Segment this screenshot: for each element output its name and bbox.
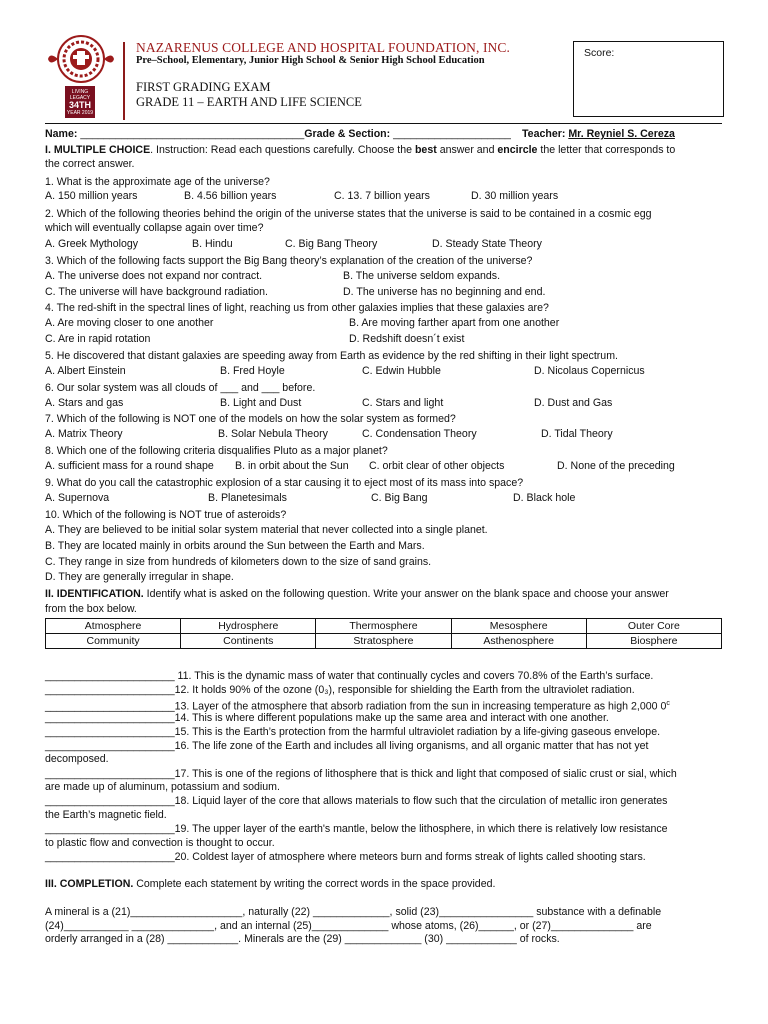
header-divider [123,42,125,120]
completion-line-2[interactable]: (24)___________ ______________, and an internal (25)_____________ whose atoms, (26)______, or (27)______________ are [45,920,652,932]
q10-option-a[interactable]: A. They are believed to be initial solar system material that never collected into a single planet. [45,524,488,536]
q4-option-a[interactable]: A. Are moving closer to one another [45,317,214,329]
q3-option-a[interactable]: A. The universe does not expand nor contract. [45,270,263,282]
q1-option-d[interactable]: D. 30 million years [471,190,559,202]
teacher-label: Teacher: [522,128,569,140]
completion-line-3[interactable]: orderly arranged in a (28) ____________. Minerals are the (29) _____________ (30) ____________ of rocks. [45,933,560,945]
box-cell: Thermosphere [316,619,451,634]
school-levels: Pre–School, Elementary, Junior High School & Senior High School Education [136,55,485,66]
part2-instruction-cont: from the box below. [45,603,137,615]
item-13-sup: c [666,700,670,707]
question-4: 4. The red-shift in the spectral lines of light, reaching us from other galaxies implies that these galaxies are? [45,302,549,314]
instr-best: best [414,144,437,156]
instr-text-c: the letter that corresponds to [537,144,676,156]
question-3: 3. Which of the following facts support the Big Bang theory’s explanation of the creation of the universe? [45,255,533,267]
exam-title: FIRST GRADING EXAM [136,80,271,94]
q7-option-b[interactable]: B. Solar Nebula Theory [218,428,328,440]
question-2-cont: which will eventually collapse again over time? [45,222,264,234]
part2-instr-text: Identify what is asked on the following question. Write your answer on the blank space and choose your answer [143,588,669,600]
school-name: NAZARENUS COLLEGE AND HOSPITAL FOUNDATION, INC. [136,40,510,55]
q1-option-a[interactable]: A. 150 million years [45,190,138,202]
exam-subject: GRADE 11 – EARTH AND LIFE SCIENCE [136,95,362,109]
q10-option-b[interactable]: B. They are located mainly in orbits around the Sun between the Earth and Mars. [45,540,425,552]
teacher-row [522,127,675,141]
part1-instruction [45,143,675,157]
q7-option-a[interactable]: A. Matrix Theory [45,428,123,440]
score-box[interactable] [573,41,724,117]
part1-heading: I. MULTIPLE CHOICE [45,144,151,156]
box-cell: Atmosphere [46,619,181,634]
box-cell: Outer Core [586,619,721,634]
item-14[interactable]: ______________________14. This is where different populations make up the same area and interact with one another. [45,712,609,724]
q6-option-d[interactable]: D. Dust and Gas [534,397,613,409]
name-row [45,127,511,141]
badge-top-text: LIVING LEGACY [69,89,91,101]
grade-blank[interactable]: ____________________ [393,128,511,140]
q8-option-b[interactable]: B. in orbit about the Sun [235,460,349,472]
q7-option-c[interactable]: C. Condensation Theory [362,428,477,440]
name-label: Name: [45,128,81,140]
instr-text-a: . Instruction: Read each questions carefully. Choose the [150,144,415,156]
instr-encircle: encircle [497,144,538,156]
item-16-cont: decomposed. [45,753,109,765]
q2-option-a[interactable]: A. Greek Mythology [45,238,139,250]
q2-option-b[interactable]: B. Hindu [192,238,233,250]
completion-line-1[interactable]: A mineral is a (21)___________________, naturally (22) _____________, solid (23)________________ substance with a definable [45,906,662,918]
q9-option-a[interactable]: A. Supernova [45,492,110,504]
name-blank[interactable]: ______________________________________ [80,128,305,140]
answer-choices-box [45,618,722,649]
badge-bottom-text: YEAR 2019 [66,110,94,116]
q10-option-d[interactable]: D. They are generally irregular in shape. [45,571,234,583]
box-row-1 [46,619,722,634]
box-cell: Hydrosphere [181,619,316,634]
q4-option-c[interactable]: C. Are in rapid rotation [45,333,151,345]
box-cell: Mesosphere [451,619,586,634]
q6-option-a[interactable]: A. Stars and gas [45,397,124,409]
item-19-cont: to plastic flow and convection is thought to occur. [45,837,275,849]
instr-text-b: answer and [436,144,498,156]
q2-option-c[interactable]: C. Big Bang Theory [285,238,378,250]
box-cell: Stratosphere [316,634,451,649]
item-15[interactable]: ______________________15. This is the Earth’s protection from the harmful ultraviolet radiation by a life-giving gaseous envelope. [45,726,661,738]
item-18-cont: the Earth’s magnetic field. [45,809,167,821]
q6-option-b[interactable]: B. Light and Dust [220,397,302,409]
item-16[interactable]: ______________________16. The life zone of the Earth and includes all living organisms, and all organic matter that has not yet [45,740,649,752]
part2-instruction [45,587,669,601]
item-17-cont: are made up of aluminum, potassium and sodium. [45,781,280,793]
q6-option-c[interactable]: C. Stars and light [362,397,444,409]
q5-option-c[interactable]: C. Edwin Hubble [362,365,441,377]
q5-option-d[interactable]: D. Nicolaus Copernicus [534,365,645,377]
q5-option-a[interactable]: A. Albert Einstein [45,365,126,377]
q1-option-b[interactable]: B. 4.56 billion years [184,190,277,202]
header-rule [45,123,722,124]
question-8: 8. Which one of the following criteria disqualifies Pluto as a major planet? [45,445,388,457]
question-6: 6. Our solar system was all clouds of ___ and ___ before. [45,382,316,394]
part3-instruction [45,877,495,891]
part3-instr-text: Complete each statement by writing the correct words in the space provided. [133,878,496,890]
box-cell: Asthenosphere [451,634,586,649]
item-17[interactable]: ______________________17. This is one of the regions of lithosphere that is thick and light that composed of sialic crust or sial, which [45,768,677,780]
q3-option-b[interactable]: B. The universe seldom expands. [343,270,501,282]
q8-option-d[interactable]: D. None of the preceding [557,460,675,472]
item-18[interactable]: ______________________18. Liquid layer of the core that allows materials to flow such that the circulation of metallic iron generates [45,795,668,807]
question-7: 7. Which of the following is NOT one of the models on how the solar system as formed? [45,413,456,425]
q9-option-c[interactable]: C. Big Bang [371,492,428,504]
q5-option-b[interactable]: B. Fred Hoyle [220,365,285,377]
question-10: 10. Which of the following is NOT true of asteroids? [45,509,287,521]
item-12[interactable]: ______________________12. It holds 90% of the ozone (0₃), responsible for shielding the Earth from the ultraviolet radiation. [45,684,635,696]
q3-option-c[interactable]: C. The universe will have background radiation. [45,286,268,298]
q1-option-c[interactable]: C. 13. 7 billion years [334,190,430,202]
q7-option-d[interactable]: D. Tidal Theory [541,428,613,440]
anniversary-badge [65,86,95,118]
question-1: 1. What is the approximate age of the universe? [45,176,270,188]
item-13-text: ______________________13. Layer of the atmosphere that absorb radiation from the sun in increasing temperature as high 2,000 0 [45,700,667,713]
q10-option-c[interactable]: C. They range in size from hundreds of kilometers down to the size of sand grains. [45,556,432,568]
q9-option-d[interactable]: D. Black hole [513,492,576,504]
grade-label: Grade & Section: [304,128,394,140]
part3-heading: III. COMPLETION. [45,878,134,890]
part1-instruction-cont: the correct answer. [45,158,135,170]
box-cell: Biosphere [586,634,721,649]
question-9: 9. What do you call the catastrophic explosion of a star causing it to eject most of its mass into space? [45,477,524,489]
q9-option-b[interactable]: B. Planetesimals [208,492,287,504]
badge-main-text: 34TH [68,100,91,110]
q4-option-d[interactable]: D. Redshift doesn´t exist [349,333,465,345]
score-label: Score: [584,47,615,59]
q8-option-a[interactable]: A. sufficient mass for a round shape [45,460,214,472]
item-19[interactable]: ______________________19. The upper layer of the earth's mantle, below the lithosphere, in which there is relatively low resistance [45,823,668,835]
box-cell: Continents [181,634,316,649]
teacher-name: Mr. Reyniel S. Cereza [568,128,675,140]
item-20[interactable]: ______________________20. Coldest layer of atmosphere where meteors burn and forms streak of lights called shooting stars. [45,851,646,863]
q4-option-b[interactable]: B. Are moving farther apart from one another [349,317,560,329]
q8-option-c[interactable]: C. orbit clear of other objects [369,460,505,472]
part2-heading: II. IDENTIFICATION. [45,588,144,600]
box-cell: Community [46,634,181,649]
q2-option-d[interactable]: D. Steady State Theory [432,238,542,250]
box-row-2 [46,634,722,649]
question-5: 5. He discovered that distant galaxies are speeding away from Earth as evidence by the red shifting in their light spectrum. [45,350,618,362]
school-seal-logo [46,34,116,84]
q3-option-d[interactable]: D. The universe has no beginning and end. [343,286,546,298]
question-2: 2. Which of the following theories behind the origin of the universe states that the universe is said to be contained in a cosmic egg [45,208,652,220]
item-11[interactable]: ______________________ 11. This is the dynamic mass of water that continually cycles and covers 70.8% of the Earth’s surface. [45,670,654,682]
